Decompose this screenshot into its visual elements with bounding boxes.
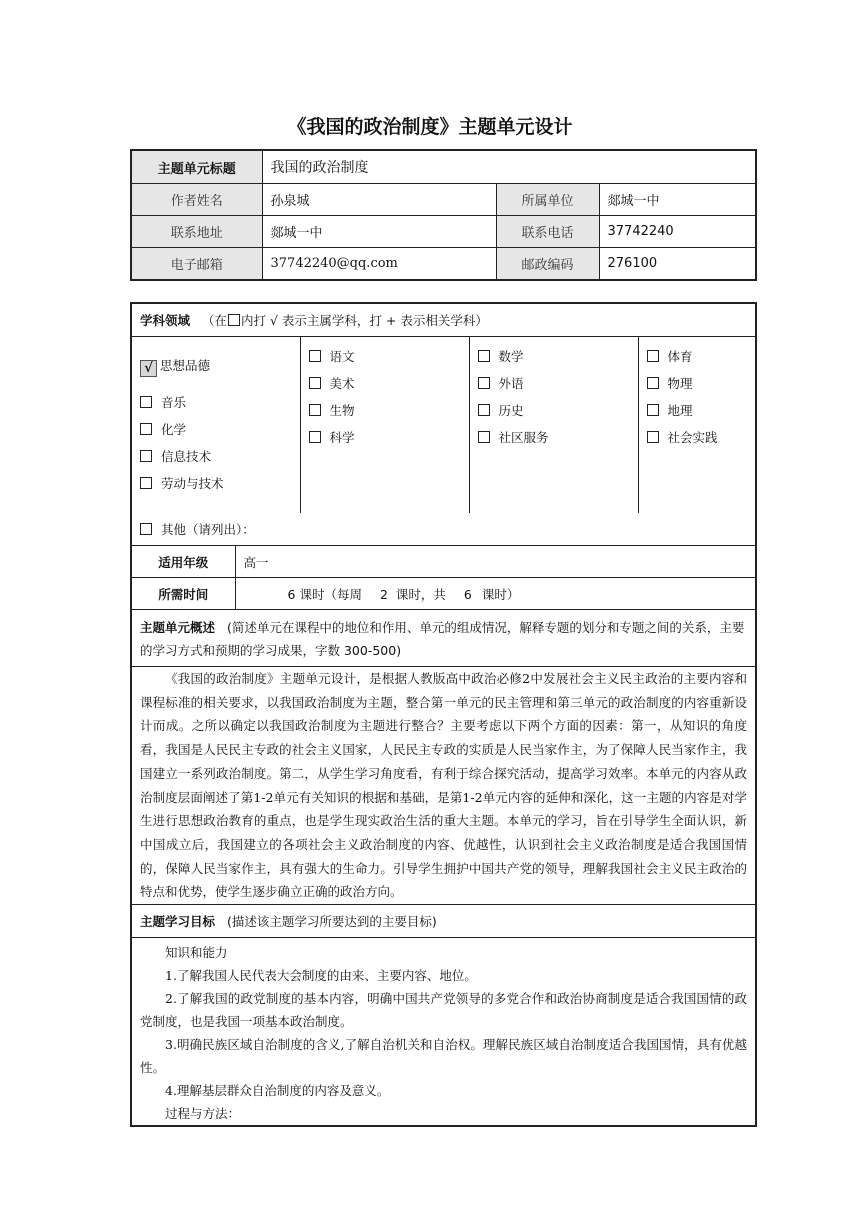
- subject-hint-pre: （在: [202, 313, 228, 328]
- topic-label: 主题单元标题: [131, 150, 262, 184]
- phone-label: 联系电话: [496, 216, 599, 248]
- subject-label: 信息技术: [161, 449, 212, 464]
- address-value: 郯城一中: [262, 216, 496, 248]
- subject-label: 物理: [667, 376, 693, 391]
- topic-value: 我国的政治制度: [262, 150, 756, 184]
- design-table: [130, 302, 757, 1127]
- address-label: 联系地址: [131, 216, 262, 248]
- subject-checked-item[interactable]: [140, 351, 292, 381]
- subject-label: 地理: [667, 403, 693, 418]
- subject-col-1: [131, 337, 300, 514]
- subject-col-2: [300, 337, 469, 514]
- info-table: [130, 149, 757, 281]
- checkbox-icon: [309, 377, 321, 389]
- goals-item: 过程与方法：: [165, 1106, 241, 1122]
- postcode-value: 276100: [599, 248, 756, 281]
- subject-item[interactable]: [647, 424, 748, 451]
- subject-label: 社区服务: [498, 430, 549, 445]
- overview-body: [131, 667, 756, 905]
- checkbox-icon[interactable]: [140, 523, 152, 535]
- checkbox-icon: [647, 404, 659, 416]
- email-label: 电子邮箱: [131, 248, 262, 281]
- checkbox-icon: [647, 350, 659, 362]
- subject-col-4: [638, 337, 756, 514]
- subject-label: 体育: [667, 349, 693, 364]
- phone-value: 37742240: [599, 216, 756, 248]
- subject-label: 音乐: [161, 395, 187, 410]
- checkbox-icon: [309, 431, 321, 443]
- time-unit-2: 课时，共: [395, 586, 446, 602]
- author-value: 孙泉城: [262, 184, 496, 216]
- overview-text: 《我国的政治制度》主题单元设计，是根据人教版高中政治必修2中发展社会主义民主政治的主要内容和课程标准的相关要求，以我国政治制度为主题，整合第一单元的民主管理和第三单元的政治制度的内容重新设计而成。之所以确定以我国政治制度为主题进行整合？主要考虑以下两个方面的因素：第一，从知识的角度看，我国是人民民主专政的社会主义国家，人民民主专政的实质是人民当家作主，为了保障人民当家作主，我国建立一系列政治制度。第二，从学生学习角度看，有利于综合探究活动，提高学习效率。本单元的内容从政治制度层面阐述了第1-2单元有关知识的根据和基础，是第1-2单元内容的延伸和深化，这一主题的内容是对学生进行思想政治教育的重点，也是学生现实政治生活的重大主题。本单元的学习，旨在引导学生全面认识，新中国成立后，我国建立的各项社会主义政治制度的内容、优越性，认识到社会主义政治制度是适合我国国情的，保障人民当家作主，具有强大的生命力。引导学生拥护中国共产党的领导，理解我国社会主义民主政治的特点和优势，使学生逐步确立正确的政治方向。: [140, 671, 747, 900]
- check-mark-icon: √: [140, 360, 157, 377]
- subject-label: 劳动与技术: [161, 476, 224, 491]
- subject-item[interactable]: [140, 416, 292, 443]
- unit-label: 所属单位: [496, 184, 599, 216]
- time-value: [235, 578, 756, 610]
- time-label: 所需时间: [131, 578, 235, 610]
- checkbox-icon: [140, 477, 152, 489]
- subject-item[interactable]: [647, 397, 748, 424]
- checkbox-icon: [478, 404, 490, 416]
- subject-col-3: [469, 337, 638, 514]
- goals-item: 4.理解基层群众自治制度的内容及意义。: [165, 1083, 390, 1099]
- subject-label: 学科领域: [140, 313, 191, 328]
- grade-value: 高一: [235, 546, 756, 578]
- goals-label: 主题学习目标: [140, 914, 216, 930]
- goals-item: 知识和能力: [165, 945, 228, 961]
- checkbox-icon: [309, 404, 321, 416]
- overview-header: [131, 610, 756, 667]
- subject-item[interactable]: [478, 424, 630, 451]
- time-unit-1: 课时（每周: [299, 586, 362, 602]
- subject-label: 化学: [161, 422, 187, 437]
- grade-label: 适用年级: [131, 546, 235, 578]
- checkbox-icon: [140, 423, 152, 435]
- postcode-label: 邮政编码: [496, 248, 599, 281]
- subject-item[interactable]: [647, 370, 748, 397]
- checkbox-icon: [309, 350, 321, 362]
- subject-item[interactable]: [309, 397, 461, 424]
- subject-item[interactable]: [478, 370, 630, 397]
- checkbox-icon: [647, 431, 659, 443]
- time-unit-3: 课时）: [481, 586, 520, 602]
- subject-item[interactable]: [140, 470, 292, 497]
- time-total: 6: [287, 586, 296, 602]
- checkbox-icon: [228, 314, 240, 326]
- goals-header: [131, 905, 756, 938]
- subject-header: [131, 303, 756, 337]
- checkbox-icon: [478, 431, 490, 443]
- subject-label: 社会实践: [667, 430, 718, 445]
- subject-label-moral: 思想品德: [160, 358, 211, 373]
- subject-item[interactable]: [647, 343, 748, 370]
- subject-item[interactable]: [140, 443, 292, 470]
- subject-label: 科学: [329, 430, 355, 445]
- checkbox-icon: [647, 377, 659, 389]
- page-title: 《我国的政治制度》主题单元设计: [287, 116, 573, 138]
- time-weekly: 2: [379, 586, 388, 602]
- subject-other-row: [131, 513, 756, 546]
- checkbox-icon: [140, 450, 152, 462]
- subject-label: 生物: [329, 403, 355, 418]
- goals-item: 3.明确民族区域自治制度的含义,了解自治机关和自治权。理解民族区域自治制度适合我国国情，具有优越性。: [140, 1037, 747, 1076]
- overview-hint: (简述单元在课程中的地位和作用、单元的组成情况，解释专题的划分和专题之间的关系，主要的学习方式和预期的学习成果，字数 300-500): [140, 620, 745, 658]
- subject-item[interactable]: [478, 343, 630, 370]
- goals-item: 2.了解我国的政党制度的基本内容，明确中国共产党领导的多党合作和政治协商制度是适合我国国情的政党制度，也是我国一项基本政治制度。: [140, 991, 747, 1030]
- subject-item[interactable]: [309, 343, 461, 370]
- overview-label: 主题单元概述: [140, 620, 216, 635]
- subject-label: 数学: [498, 349, 524, 364]
- checkbox-icon: [478, 377, 490, 389]
- subject-hint-post: 内打 √ 表示主属学科，打 + 表示相关学科）: [241, 313, 488, 328]
- subject-other-label: 其他（请列出）：: [161, 522, 255, 537]
- subject-item[interactable]: [309, 370, 461, 397]
- time-total-2: 6: [463, 586, 472, 602]
- email-value: 37742240@qq.com: [262, 248, 496, 281]
- subject-label: 美术: [329, 376, 355, 391]
- goals-hint: (描述该主题学习所要达到的主要目标): [227, 914, 437, 930]
- checkbox-icon: [140, 396, 152, 408]
- subject-label: 外语: [498, 376, 524, 391]
- unit-value: 郯城一中: [599, 184, 756, 216]
- author-label: 作者姓名: [131, 184, 262, 216]
- subject-item[interactable]: [309, 424, 461, 451]
- goals-body: [131, 938, 756, 1127]
- checkbox-icon: [478, 350, 490, 362]
- subject-label: 历史: [498, 403, 524, 418]
- goals-item: 1.了解我国人民代表大会制度的由来、主要内容、地位。: [165, 968, 477, 984]
- subject-label: 语文: [329, 349, 355, 364]
- subject-item[interactable]: [140, 389, 292, 416]
- subject-item[interactable]: [478, 397, 630, 424]
